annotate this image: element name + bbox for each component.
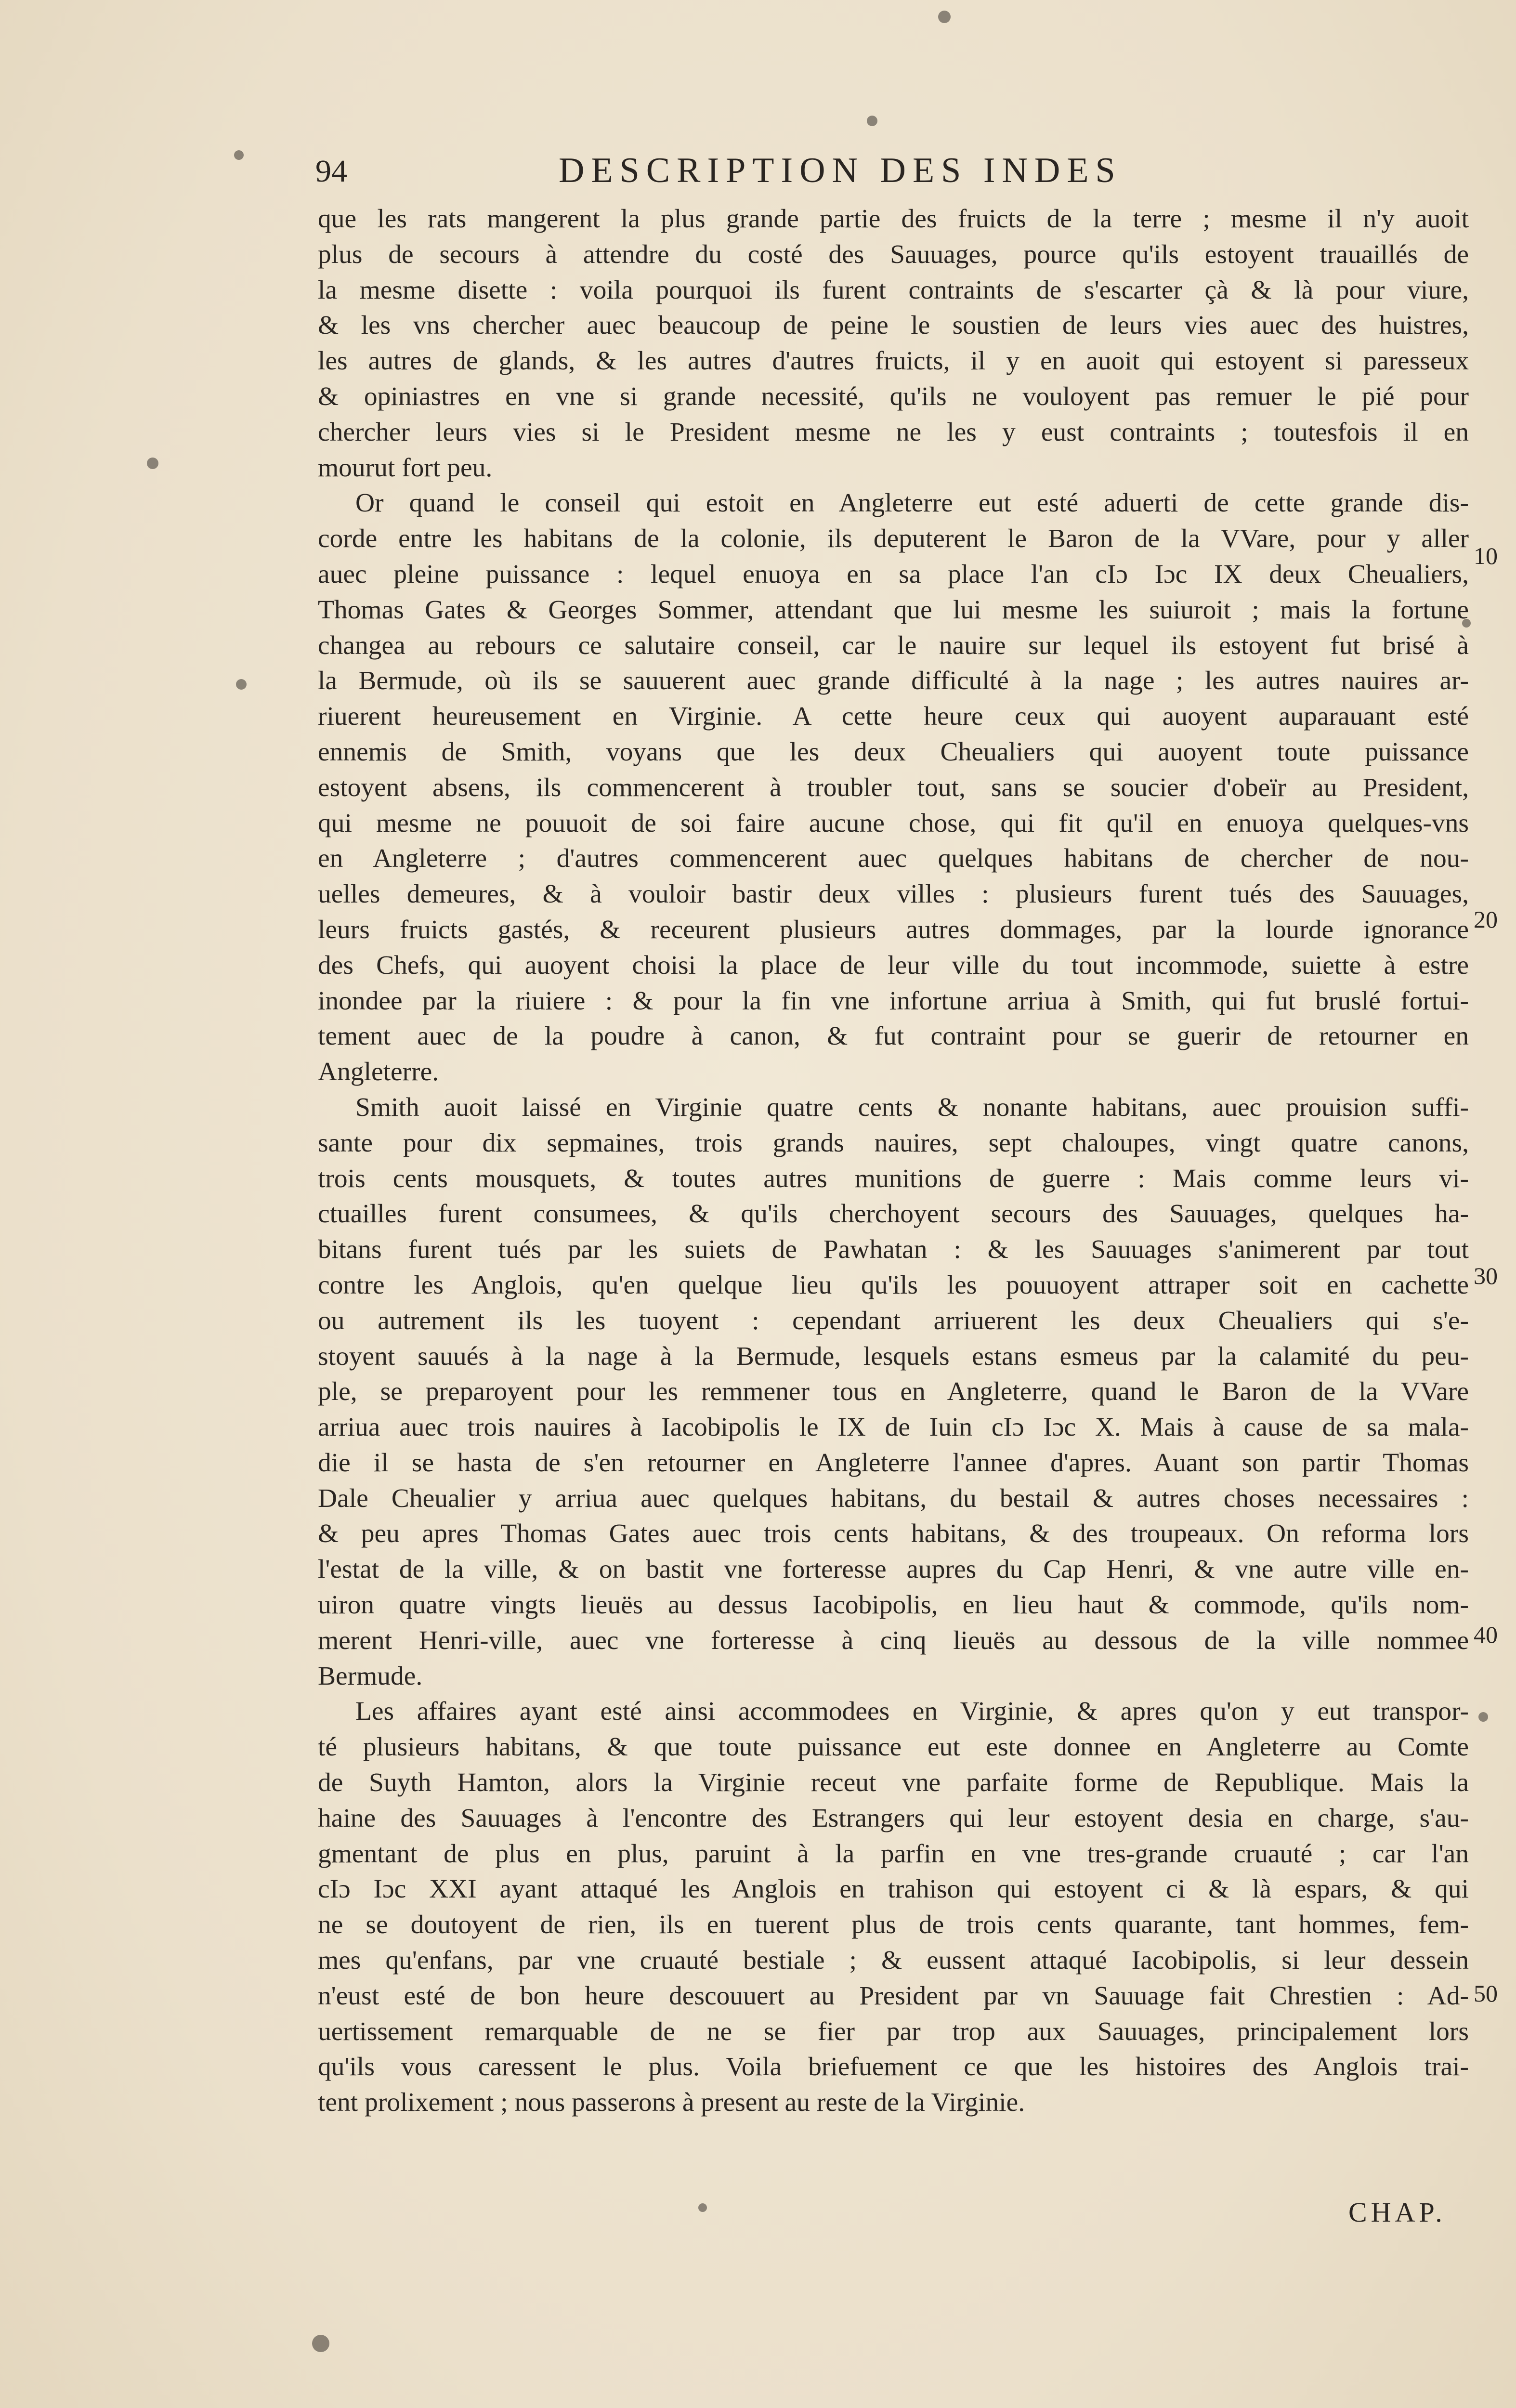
text-line: n'eust esté de bon heure descouuert au President par vn Sauuage fait Chrestien : Ad- xyxy=(318,1981,1469,2011)
text-line: inondee par la riuiere : & pour la fin vne infortune arriua à Smith, qui fut bruslé fortui- xyxy=(318,986,1469,1016)
paragraph-start-line: Les affaires ayant esté ainsi accommodees en Virginie, & apres qu'on y eut transpor- xyxy=(355,1697,1469,1727)
text-line: merent Henri-ville, auec vne forteresse à cinq lieuës au dessous de la ville nommee xyxy=(318,1625,1469,1655)
margin-line-number: 40 xyxy=(1474,1621,1498,1648)
margin-line-number: 20 xyxy=(1474,906,1498,933)
margin-line-number: 30 xyxy=(1474,1262,1498,1289)
text-line: de Suyth Hamton, alors la Virginie receut vne parfaite forme de Republique. Mais la xyxy=(318,1768,1469,1798)
text-line: ou autrement ils les tuoyent : cependant arriuerent les deux Cheualiers qui s'e- xyxy=(318,1306,1469,1335)
text-line: haine des Sauuages à l'encontre des Estrangers qui leur estoyent desia en charge, s'au- xyxy=(318,1803,1469,1833)
text-line: auec pleine puissance : lequel enuoya en sa place l'an cIɔ Iɔc IX deux Cheualiers, xyxy=(318,559,1469,589)
ink-blot xyxy=(1478,1712,1488,1722)
ink-blot xyxy=(867,116,877,126)
text-line: tement auec de la poudre à canon, & fut contraint pour se guerir de retourner en xyxy=(318,1021,1469,1051)
text-line: en Angleterre ; d'autres commencerent auec quelques habitans de chercher de nou- xyxy=(318,844,1469,874)
text-line: mourut fort peu. xyxy=(318,453,493,483)
text-line: plus de secours à attendre du costé des Sauuages, pource qu'ils estoyent trauaillés de xyxy=(318,239,1469,269)
text-line: & opiniastres en vne si grande necessité, qu'ils ne vouloyent pas remuer le pié pour xyxy=(318,381,1469,411)
text-line: que les rats mangerent la plus grande partie des fruicts de la terre ; mesme il n'y auoit xyxy=(318,204,1469,234)
text-line: les autres de glands, & les autres d'autres fruicts, il y en auoit qui estoyent si paresseux xyxy=(318,346,1469,376)
text-line: ctuailles furent consumees, & qu'ils cherchoyent secours des Sauuages, quelques ha- xyxy=(318,1199,1469,1229)
text-line: la mesme disette : voila pourquoi ils furent contraints de s'escarter çà & là pour viure, xyxy=(318,275,1469,305)
text-line: l'estat de la ville, & on bastit vne forteresse aupres du Cap Henri, & vne autre ville en- xyxy=(318,1555,1469,1584)
text-line: leurs fruicts gastés, & receurent plusieurs autres dommages, par la lourde ignorance xyxy=(318,915,1469,944)
ink-blot xyxy=(234,150,244,160)
text-line: té plusieurs habitans, & que toute puissance eut este donnee en Angleterre au Comte xyxy=(318,1732,1469,1762)
catchword: CHAP. xyxy=(1348,2197,1446,2228)
text-line: estoyent absens, ils commencerent à troubler tout, sans se soucier d'obeïr au President, xyxy=(318,772,1469,802)
page-number: 94 xyxy=(315,154,347,189)
text-line: Bermude. xyxy=(318,1661,423,1691)
text-line: & peu apres Thomas Gates auec trois cents habitans, & des troupeaux. On reforma lors xyxy=(318,1519,1469,1549)
running-head: DESCRIPTION DES INDES xyxy=(559,151,1122,190)
margin-line-number: 50 xyxy=(1474,1980,1498,2007)
text-line: trois cents mousquets, & toutes autres munitions de guerre : Mais comme leurs vi- xyxy=(318,1164,1469,1193)
text-line: sante pour dix sepmaines, trois grands nauires, sept chaloupes, vingt quatre canons, xyxy=(318,1128,1469,1158)
text-line: qui mesme ne pouuoit de soi faire aucune chose, qui fit qu'il en enuoya quelques-vns xyxy=(318,808,1469,838)
text-line: la Bermude, où ils se sauuerent auec grande difficulté à la nage ; les autres nauires ar- xyxy=(318,666,1469,696)
margin-line-number: 10 xyxy=(1474,542,1498,569)
text-line: Angleterre. xyxy=(318,1057,439,1087)
text-line: uelles demeures, & à vouloir bastir deux villes : plusieurs furent tués des Sauuages, xyxy=(318,879,1469,909)
text-line: corde entre les habitans de la colonie, ils deputerent le Baron de la VVare, pour y aller xyxy=(318,524,1469,554)
text-line: ne se doutoyent de rien, ils en tuerent plus de trois cents quarante, tant hommes, fem- xyxy=(318,1910,1469,1940)
text-line: changea au rebours ce salutaire conseil, car le nauire sur lequel ils estoyent fut brisé à xyxy=(318,630,1469,660)
text-line: cIɔ Iɔc XXI ayant attaqué les Anglois en trahison qui estoyent ci & là espars, & qui xyxy=(318,1874,1469,1904)
text-line: Thomas Gates & Georges Sommer, attendant que lui mesme les suiuroit ; mais la fortune xyxy=(318,595,1469,625)
text-line: ple, se preparoyent pour les remmener tous en Angleterre, quand le Baron de la VVare xyxy=(318,1377,1469,1407)
ink-blot xyxy=(147,458,158,469)
text-line: stoyent sauués à la nage à la Bermude, lesquels estans esmeus par la calamité du peu- xyxy=(318,1341,1469,1371)
ink-blot xyxy=(938,11,951,23)
paragraph-start-line: Or quand le conseil qui estoit en Angleterre eut esté aduerti de cette grande dis- xyxy=(355,488,1469,518)
body-text xyxy=(318,201,1469,2120)
text-line: riuerent heureusement en Virginie. A cette heure ceux qui auoyent auparauant esté xyxy=(318,702,1469,732)
text-line: des Chefs, qui auoyent choisi la place de leur ville du tout incommode, suiette à estre xyxy=(318,950,1469,980)
text-line: arriua auec trois nauires à Iacobipolis le IX de Iuin cIɔ Iɔc X. Mais à cause de sa mala- xyxy=(318,1413,1469,1442)
text-line: qu'ils vous caressent le plus. Voila briefuement ce que les histoires des Anglois trai- xyxy=(318,2052,1469,2082)
ink-blot xyxy=(236,679,247,690)
text-line: uiron quatre vingts lieuës au dessus Iacobipolis, en lieu haut & commode, qu'ils nom- xyxy=(318,1590,1469,1620)
text-line: chercher leurs vies si le President mesme ne les y eust contraints ; toutesfois il en xyxy=(318,417,1469,447)
text-line: die il se hasta de s'en retourner en Angleterre l'annee d'apres. Auant son partir Thomas xyxy=(318,1448,1469,1478)
text-line: uertissement remarquable de ne se fier par trop aux Sauuages, principalement lors xyxy=(318,2016,1469,2046)
text-line: bitans furent tués par les suiets de Pawhatan : & les Sauuages s'animerent par tout xyxy=(318,1235,1469,1265)
text-line: gmentant de plus en plus, paruint à la parfin en vne tres-grande cruauté ; car l'an xyxy=(318,1839,1469,1869)
text-line: mes qu'enfans, par vne cruauté bestiale ; & eussent attaqué Iacobipolis, si leur dessein xyxy=(318,1946,1469,1976)
text-line: ennemis de Smith, voyans que les deux Cheualiers qui auoyent toute puissance xyxy=(318,737,1469,767)
text-line: Dale Cheualier y arriua auec quelques habitans, du bestail & autres choses necessaires : xyxy=(318,1483,1469,1513)
text-line: tent prolixement ; nous passerons à present au reste de la Virginie. xyxy=(318,2088,1025,2118)
paragraph-start-line: Smith auoit laissé en Virginie quatre cents & nonante habitans, auec prouision suffi- xyxy=(355,1092,1469,1122)
ink-blot xyxy=(698,2203,707,2212)
ink-blot xyxy=(312,2335,329,2352)
text-line: contre les Anglois, qu'en quelque lieu qu'ils les pouuoyent attraper soit en cachette xyxy=(318,1270,1469,1300)
text-line: & les vns chercher auec beaucoup de peine le soustien de leurs vies auec des huistres, xyxy=(318,311,1469,340)
